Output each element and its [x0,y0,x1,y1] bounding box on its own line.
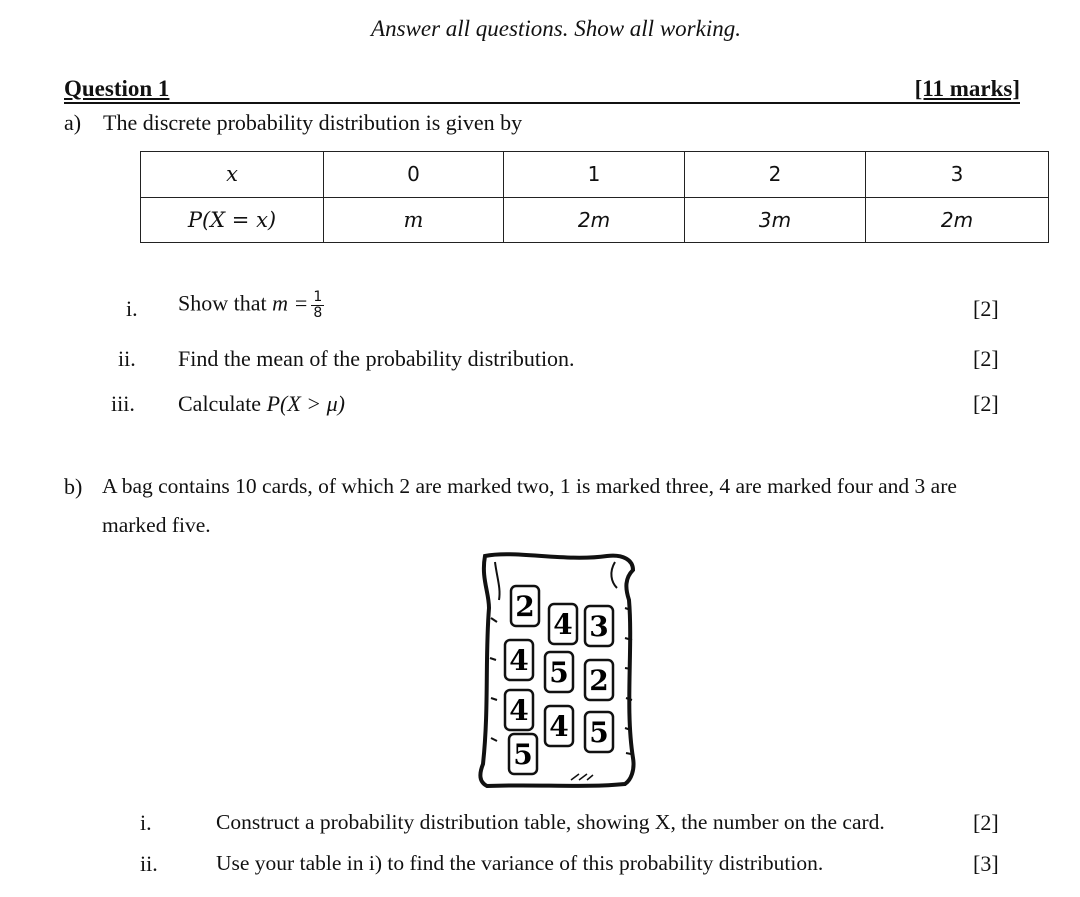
item-number: ii. [140,851,158,876]
card [505,690,533,730]
x-value: 0 [324,152,504,198]
instructions: Answer all questions. Show all working. [371,16,741,41]
part-b-line2: marked five. [102,513,211,537]
prob-value: 3m [685,197,866,243]
item-text-label: Calculate [178,391,262,416]
card [549,604,577,644]
item-mark: [2] [973,296,999,321]
item-mark: [2] [973,391,999,416]
card [585,712,613,752]
card-number: 2 [589,664,609,697]
part-b-label: b) [64,474,83,499]
x-value: 3 [866,152,1049,198]
item-text [178,290,324,321]
card [545,652,573,692]
fraction [311,290,324,321]
card [509,734,537,774]
question-title: Question 1 [64,76,170,101]
x-value: 2 [685,152,866,198]
part-a-label: a) [64,110,82,135]
card-number: 4 [553,608,573,641]
card-number: 5 [549,656,569,689]
card-number: 5 [513,738,533,771]
prob-value: 2m [866,197,1049,243]
question-marks: [11 marks] [914,76,1020,101]
card-number: 3 [589,610,609,643]
part-a-intro: The discrete probability distribution is given by [103,110,523,135]
distribution-table [140,151,1049,243]
card-number: 2 [515,590,535,623]
item-mark: [2] [973,810,999,835]
item-number: iii. [111,391,135,416]
card-bag-illustration [475,548,643,792]
item-text: Use your table in i) to find the variance of this probability distribution. [216,851,824,875]
item-math: m = [272,290,309,316]
card-number: 4 [509,644,529,677]
fraction-numerator: 1 [313,289,323,305]
question-header [64,76,1020,104]
item-text-label: Show that [178,290,267,316]
bag-cards [505,586,613,774]
prob-header: P(X = x) [141,197,324,243]
card [511,586,539,626]
item-number: i. [126,296,138,321]
item-text: Find the mean of the probability distribution. [178,346,575,371]
card [585,606,613,646]
item-math: P(X > μ) [266,391,345,416]
item-number: i. [140,810,152,835]
table-row [141,197,1049,243]
x-header: x [141,152,324,198]
card [585,660,613,700]
item-mark: [2] [973,346,999,371]
item-text [178,391,345,417]
part-b-line1: A bag contains 10 cards, of which 2 are marked two, 1 is marked three, 4 are marked four and 3 are [102,474,957,498]
fraction-denominator: 8 [313,305,323,321]
item-number: ii. [118,346,136,371]
item-text: Construct a probability distribution table, showing X, the number on the card. [216,810,885,834]
card-number: 4 [549,710,569,743]
x-value: 1 [504,152,685,198]
prob-value: m [324,197,504,243]
prob-value: 2m [504,197,685,243]
card [505,640,533,680]
card-number: 4 [509,694,529,727]
card-number: 5 [589,716,609,749]
card [545,706,573,746]
table-row [141,152,1049,198]
item-mark: [3] [973,851,999,876]
